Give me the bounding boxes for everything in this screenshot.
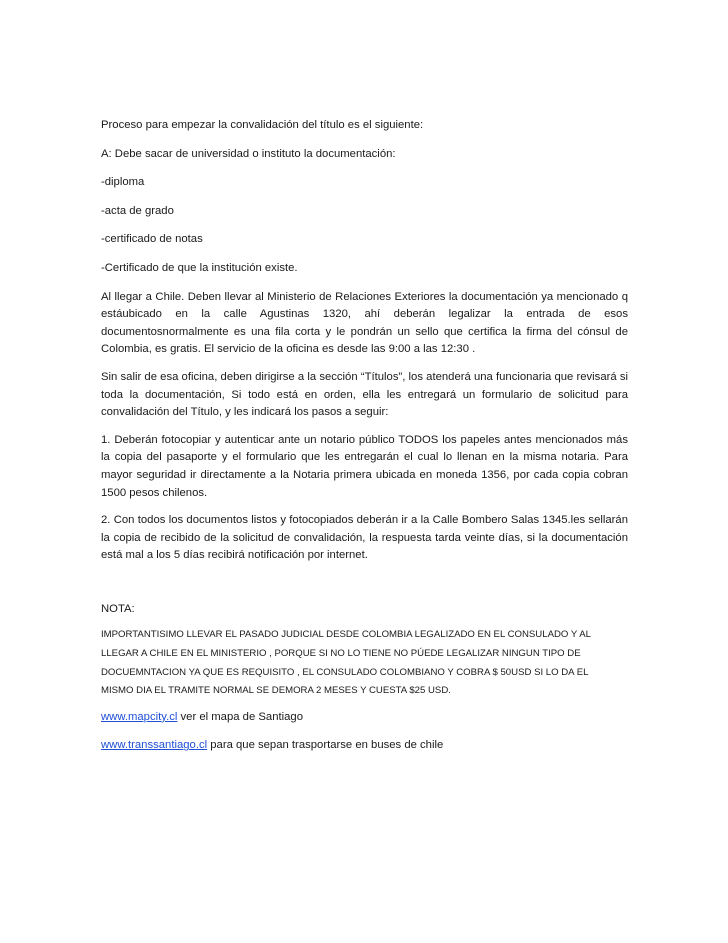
- link-line-mapcity: [101, 709, 628, 727]
- paragraph-oficina-titulos: Sin salir de esa oficina, deben dirigirse a la sección “Títulos”, los atenderá una funcionaria que revisará si toda la documentación, Si todo está en orden, ella les entregará un formulario de solicitud para convalidación del Título, y les indicará los pasos a seguir:: [101, 370, 628, 419]
- document-page: [101, 117, 628, 766]
- link-line-transsantiago: [101, 737, 628, 755]
- list-item-certificado-notas: -certificado de notas: [101, 233, 203, 246]
- note-line: MISMO DIA EL TRAMITE NORMAL SE DEMORA 2 MESES Y CUESTA $25 USD.: [101, 685, 451, 697]
- paragraph-llegada-chile: Al llegar a Chile. Deben llevar al Ministerio de Relaciones Exteriores la documentación ya mencionado q estáubicado en la calle Agustinas 1320, ahí deberán legalizar la entrada de esos documentosnormalmente es una fila corta y le pondrán un sello que certifica la firma del cónsul de Colombia, es gratis. El servicio de la oficina es desde las 9:00 a las 12:30 .: [101, 290, 628, 356]
- note-title: NOTA:: [101, 602, 135, 615]
- paragraph-step-2: 2. Con todos los documentos listos y fotocopiados deberán ir a la Calle Bombero Salas 1345.les sellarán la copia de recibido de la solicitud de convalidación, la respuesta tarda veinte días, si la documentación está mal a los 5 días recibirá notificación por internet.: [101, 514, 628, 562]
- mapcity-link[interactable]: www.mapcity.cl: [101, 710, 178, 723]
- intro-line: Proceso para empezar la convalidación del título es el siguiente:: [101, 119, 424, 131]
- note-line: DOCUEMNTACION YA QUE ES REQUISITO , EL CONSULADO COLOMBIANO Y COBRA $ 50USD SI LO DA EL: [101, 666, 589, 678]
- step-a-line: A: Debe sacar de universidad o instituto la documentación:: [101, 147, 396, 160]
- transsantiago-link[interactable]: www.transsantiago.cl: [101, 739, 208, 752]
- note-body: [101, 626, 628, 700]
- list-item-diploma: -diploma: [101, 176, 145, 189]
- paragraph-step-1: 1. Deberán fotocopiar y autenticar ante un notario público TODOS los papeles antes mencionados más la copia del pasaporte y el formulario que les entregarán el cual lo llenan en la misma notaria. Para mayor seguridad ir directamente a la Notaria primera ubicada en moneda 1356, por cada copia cobran 1500 pesos chilenos.: [101, 433, 628, 499]
- mapcity-link-description: ver el mapa de Santiago: [177, 710, 303, 723]
- list-item-certificado-institucion: -Certificado de que la institución existe.: [101, 261, 298, 274]
- note-line: LLEGAR A CHILE EN EL MINISTERIO , PORQUE SI NO LO TIENE NO PÚEDE LEGALIZAR NINGUN TIPO DE: [101, 648, 581, 660]
- note-line: IMPORTANTISIMO LLEVAR EL PASADO JUDICIAL DESDE COLOMBIA LEGALIZADO EN EL CONSULADO Y AL: [101, 629, 591, 641]
- transsantiago-link-description: para que sepan trasportarse en buses de chile: [207, 739, 444, 752]
- list-item-acta: -acta de grado: [101, 204, 174, 217]
